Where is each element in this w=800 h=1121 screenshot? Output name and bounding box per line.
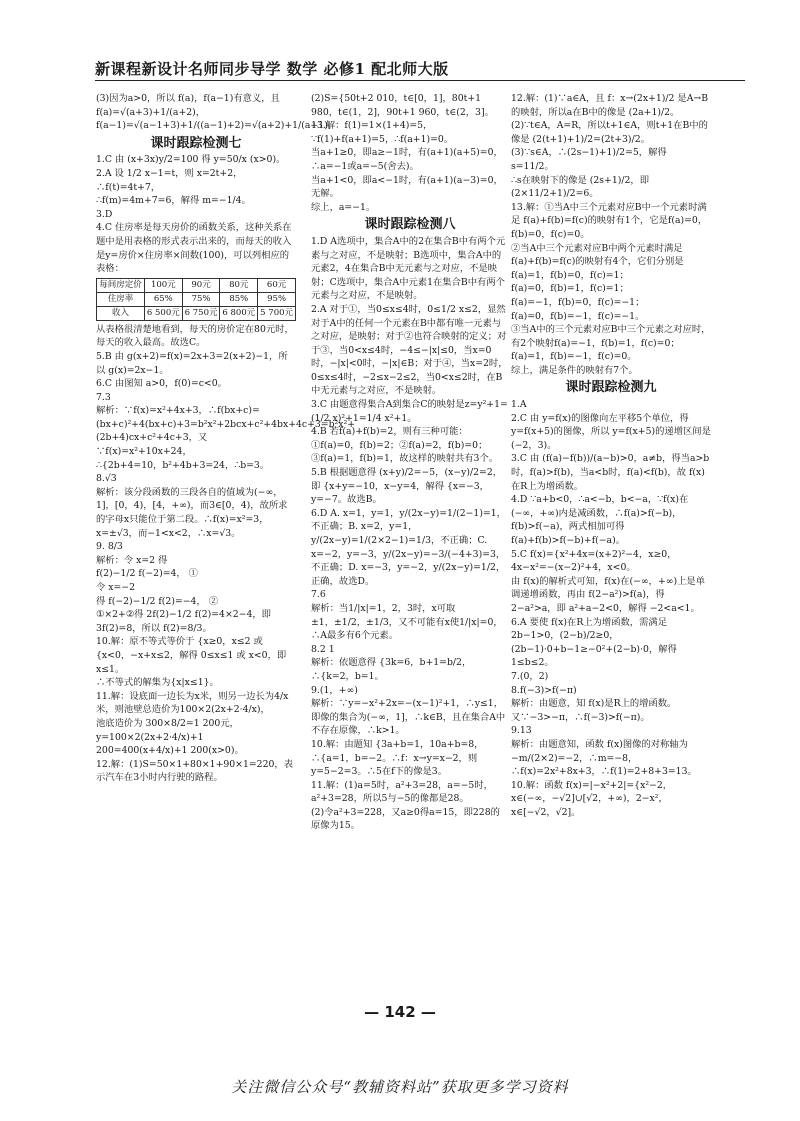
price-occupancy-table [96,278,296,321]
column1-intro: (3)因为a>0，所以 f(a)，f(a−1)有意义，且 f(a)=√(a+3)+1/(a+2)， f(a−1)=√(a−1+3)+1/((a−1)+2)=√(a+2)+1/(a+1)。 [96,93,338,132]
table-cell: 5 700元 [258,306,296,320]
section-title-7: 课时跟踪检测七 [150,135,242,151]
table-cell: 75% [182,292,220,306]
section-title-8: 课时跟踪检测八 [364,217,456,233]
table-cell: 每间房定价 [97,278,145,292]
column3-text-b: 1.A 2.C 由 y=f(x)的图像向左平移5个单位，得 y=f(x+5)的图像，所以 y=f(x+5)的递增区间是(−2，3)。 3.C 由 (f(a)−f(b))/(a−b)>0，a≠b，得当a>b时，f(a)>f(b)，当a<b时，f(a)<f(b)，故 f(x)在R上为增函数。 4.D ∵a+b<0，∴a<−b，b<−a，∵f(x)在(−∞，+∞)内是减函数，∴f(a)>f(−b)，f(b)>f(−a)，两式相加可得 f(a)+f(b)>f(−b)+f(−a)。 5.C f(x)={x²+4x=(x+2)²−4，x≥0，4x−x²=−(x−2)²+4，x<0。 由 f(x)的解析式可知，f(x)在(−∞，+∞)上是单调递增函数，再由 f(2−a²)>f(a)，得 2−a²>a，即 a²+a−2<0，解得 −2<a<1。 6.A 要使 f(x)在R上为增函数，需满足 2b−1>0，(2−b)/2≥0，(2b−1)·0+b−1≥−0²+(2−b)·0，解得 1≤b≤2。 7.(0，2) 8.f(−3)>f(−π) 解析：由题意，知 f(x)是R上的增函数。 又∵−3>−π，∴f(−3)>f(−π)。 9.13 解析：由题意知，函数 f(x)图像的对称轴为 −m/(2×2)=−2，∴m=−8，∴f(x)=2x²+8x+3，∴f(1)=2+8+3=13。 10.解：函数 f(x)=|−x²+2|={x²−2，x∈(−∞，−√2]∪[√2，+∞)，2−x²，x∈[−√2，√2]。 [511,399,711,818]
page-header [95,56,745,81]
column1-text-b: 从表格很清楚地看到，每天的房价定在80元时，每天的收入最高。故选C。 5.B 由 g(x+2)=f(x)=2x+3=2(x+2)−1，所以 g(x)=2x−1。 6.C 由图知 a>0，f(0)=c<0。 7.3 解析：∵f(x)=x²+4x+3，∴f(bx+c)=(bx+c)²+4(bx+c)+3=b²x²+2bcx+c²+4bx+4c+3=b²x²+(2b+4)cx+c²+4c+3，又∵f(x)=x²+10x+24， ∴{2b+4=10，b²+4b+3=24，∴b=3。 8.√3 解析：该分段函数的三段各自的值域为(−∞，1]，[0，4)，[4，+∞)，而3∈[0，4)，故所求的字母x只能位于第二段。∴f(x)=x²=3，x=±√3，而−1<x<2，∴x=√3。 9. 8/3 解析：令 x=2 得 f(2)−1/2 f(−2)=4， ① 令 x=−2 得 f(−2)−1/2 f(2)=−4， ② ①×2+②得 2f(2)−1/2 f(2)=4×2−4，即 3f(2)=8，所以 f(2)=8/3。 10.解：原不等式等价于 {x≥0，x≤2 或 {x<0，−x+x≤2，解得 0≤x≤1 或 x<0，即 x≤1。 ∴不等式的解集为{x|x≤1}。 11.解：设底面一边长为x米，则另一边长为4/x米，则池壁总造价为100×2(2x+2·4/x)， 池底造价为 300×8/2=1 200元， y=100×2(2x+2·4/x)+1 200=400(x+4/x)+1 200(x>0)。 12.解：(1)S=50×1+80×1+90×1=220，表示汽车在3小时内行驶的路程。 [96,323,356,784]
answer-column-2 [311,92,509,992]
answer-column-3 [511,92,711,992]
table-cell: 80元 [220,278,258,292]
table-cell: 95% [258,292,296,306]
table-cell: 住房率 [97,292,145,306]
column1-text-a: 1.C 由 (x+3x)y/2=100 得 y=50/x (x>0)。 2.A 设 1/2 x−1=t，则 x=2t+2，∴f(t)=4t+7， ∴f(m)=4m+7=6，解得 m=−1/4。 3.D 4.C 住房率是每天房价的函数关系，这种关系在题中是用表格的形式表示出来的，而每天的收入是y=房价×住房率×间数(100)，可以列相应的表格： [96,154,292,275]
table-cell: 6 500元 [144,306,182,320]
page-number: — 142 — [364,1003,436,1021]
column2-text-b: 1.D A选项中，集合A中的2在集合B中有两个元素与之对应，不是映射；B选项中，集合A中的元素2，4在集合B中无元素与之对应，不是映射；C选项中，集合A中元素1在集合B中有两个元素与之对应，不是映射。 2.A 对于①，当0≤x≤4时，0≤1/2 x≤2，显然对于A中的任何一个元素在B中都有唯一元素与之对应，是映射；对于②也符合映射的定义；对于③，当0<x≤4时，−4≤−|x|≤0，当x=0时，−|x|<0时，−|x|∈B；对于④，当x=2时，0≤x≤4时，−2≤x−2≤2，当0<x≤2时，在B中无元素与之对应，不是映射。 3.C 由题意得集合A到集合C的映射是z=y²+1=(1/2 x)²+1=1/4 x²+1。 4.B 若f(a)+f(b)=2，则有三种可能：①f(a)=0，f(b)=2；②f(a)=2，f(b)=0；③f(a)=1，f(b)=1，故这样的映射共有3个。 5.B 根据题意得 (x+y)/2=−5，(x−y)/2=2， 即 {x+y=−10，x−y=4，解得 {x=−3，y=−7。故选B。 6.D A. x=1，y=1，y/(2x−y)=1/(2−1)=1，不正确；B. x=2，y=1，y/(2x−y)=1/(2×2−1)=1/3，不正确；C. x=−2，y=−3，y/(2x−y)=−3/(−4+3)=3，不正确；D. x=−3，y=−2，y/(2x−y)=1/2，正确，故选D。 7.6 解析：当1/|x|=1，2，3时，x可取±1，±1/2，±1/3，又不可能有x使1/|x|=0，∴A最多有6个元素。 8.2 1 解析：依题意得 {3k=6，b+1=b/2，∴{k=2，b=1。 9.(1，+∞) 解析：∵y=−x²+2x=−(x−1)²+1，∴y≤1，即像的集合为(−∞，1]，∴k∈B，且在集合A中不存在原像，∴k>1。 10.解：由题知 {3a+b=1，10a+b=8，∴{a=1，b=−2。∴f：x→y=x−2，则 y=5−2=3。∴5在f下的像是3。 11.解：(1)a=5时，a²+3=28，a=−5时，a²+3=28，所以5与−5的像都是28。 (2)令a²+3=228，又a≥0得a=15，即228的原像为15。 [311,235,508,832]
table-cell: 90元 [182,278,220,292]
table-cell: 60元 [258,278,296,292]
table-cell: 100元 [144,278,182,292]
table-cell: 收入 [97,306,145,320]
table-row [97,306,296,320]
table-cell: 85% [220,292,258,306]
column2-text-a: (2)S={50t+2 010，t∈[0，1]，80t+1 980，t∈(1，2]，90t+1 960，t∈(2，3]。 13.解：f(1)=1×(1+4)=5， ∵f(1)+f(a+1)=5，∴f(a+1)=0。 当a+1≥0，即a≥−1时，有(a+1)(a+5)=0，∴a=−1或a=−5(舍去)。 当a+1<0，即a<−1时，有(a+1)(a−3)=0，无解。 综上，a=−1。 [311,93,503,213]
column3-text-a: 12.解：(1)∵a∈A，且 f：x→(2x+1)/2 是A→B的映射，所以a在B中的像是 (2a+1)/2。 (2)∵t∈A，A=R，所以t+1∈A，则t+1在B中的像是 (2(t+1)+1)/2=(2t+3)/2。 (3)∵s∈A，∴(2s−1)+1)/2=5，解得 s=11/2。 ∴s在映射下的像是 (2s+1)/2，即 (2×11/2+1)/2=6。 13.解：①当A中三个元素对应B中一个元素时满足 f(a)+f(b)=f(c)的映射有1个，它是f(a)=0，f(b)=0，f(c)=0。 ②当A中三个元素对应B中两个元素时满足 f(a)+f(b)=f(c)的映射有4个，它们分别是 f(a)=1，f(b)=0，f(c)=1； f(a)=0，f(b)=1，f(c)=1； f(a)=−1，f(b)=0，f(c)=−1； f(a)=0，f(b)=−1，f(c)=−1。 ③当A中的三个元素对应B中三个元素之对应时，有2个映射f(a)=−1，f(b)=1，f(c)=0； f(a)=1，f(b)=−1，f(c)=0。 综上，满足条件的映射有7个。 [511,93,711,376]
section-title-9: 课时跟踪检测九 [565,380,657,396]
answer-column-1 [96,92,356,992]
table-row [97,292,296,306]
footer-note: 关注微信公众号“教辅资料站”获取更多学习资料 [231,1078,569,1096]
table-cell: 6 750元 [182,306,220,320]
table-cell: 6 800元 [220,306,258,320]
table-cell: 65% [144,292,182,306]
table-row [97,278,296,292]
header-title: 新课程新设计名师同步导学 数学 必修1 配北师大版 [95,60,449,78]
